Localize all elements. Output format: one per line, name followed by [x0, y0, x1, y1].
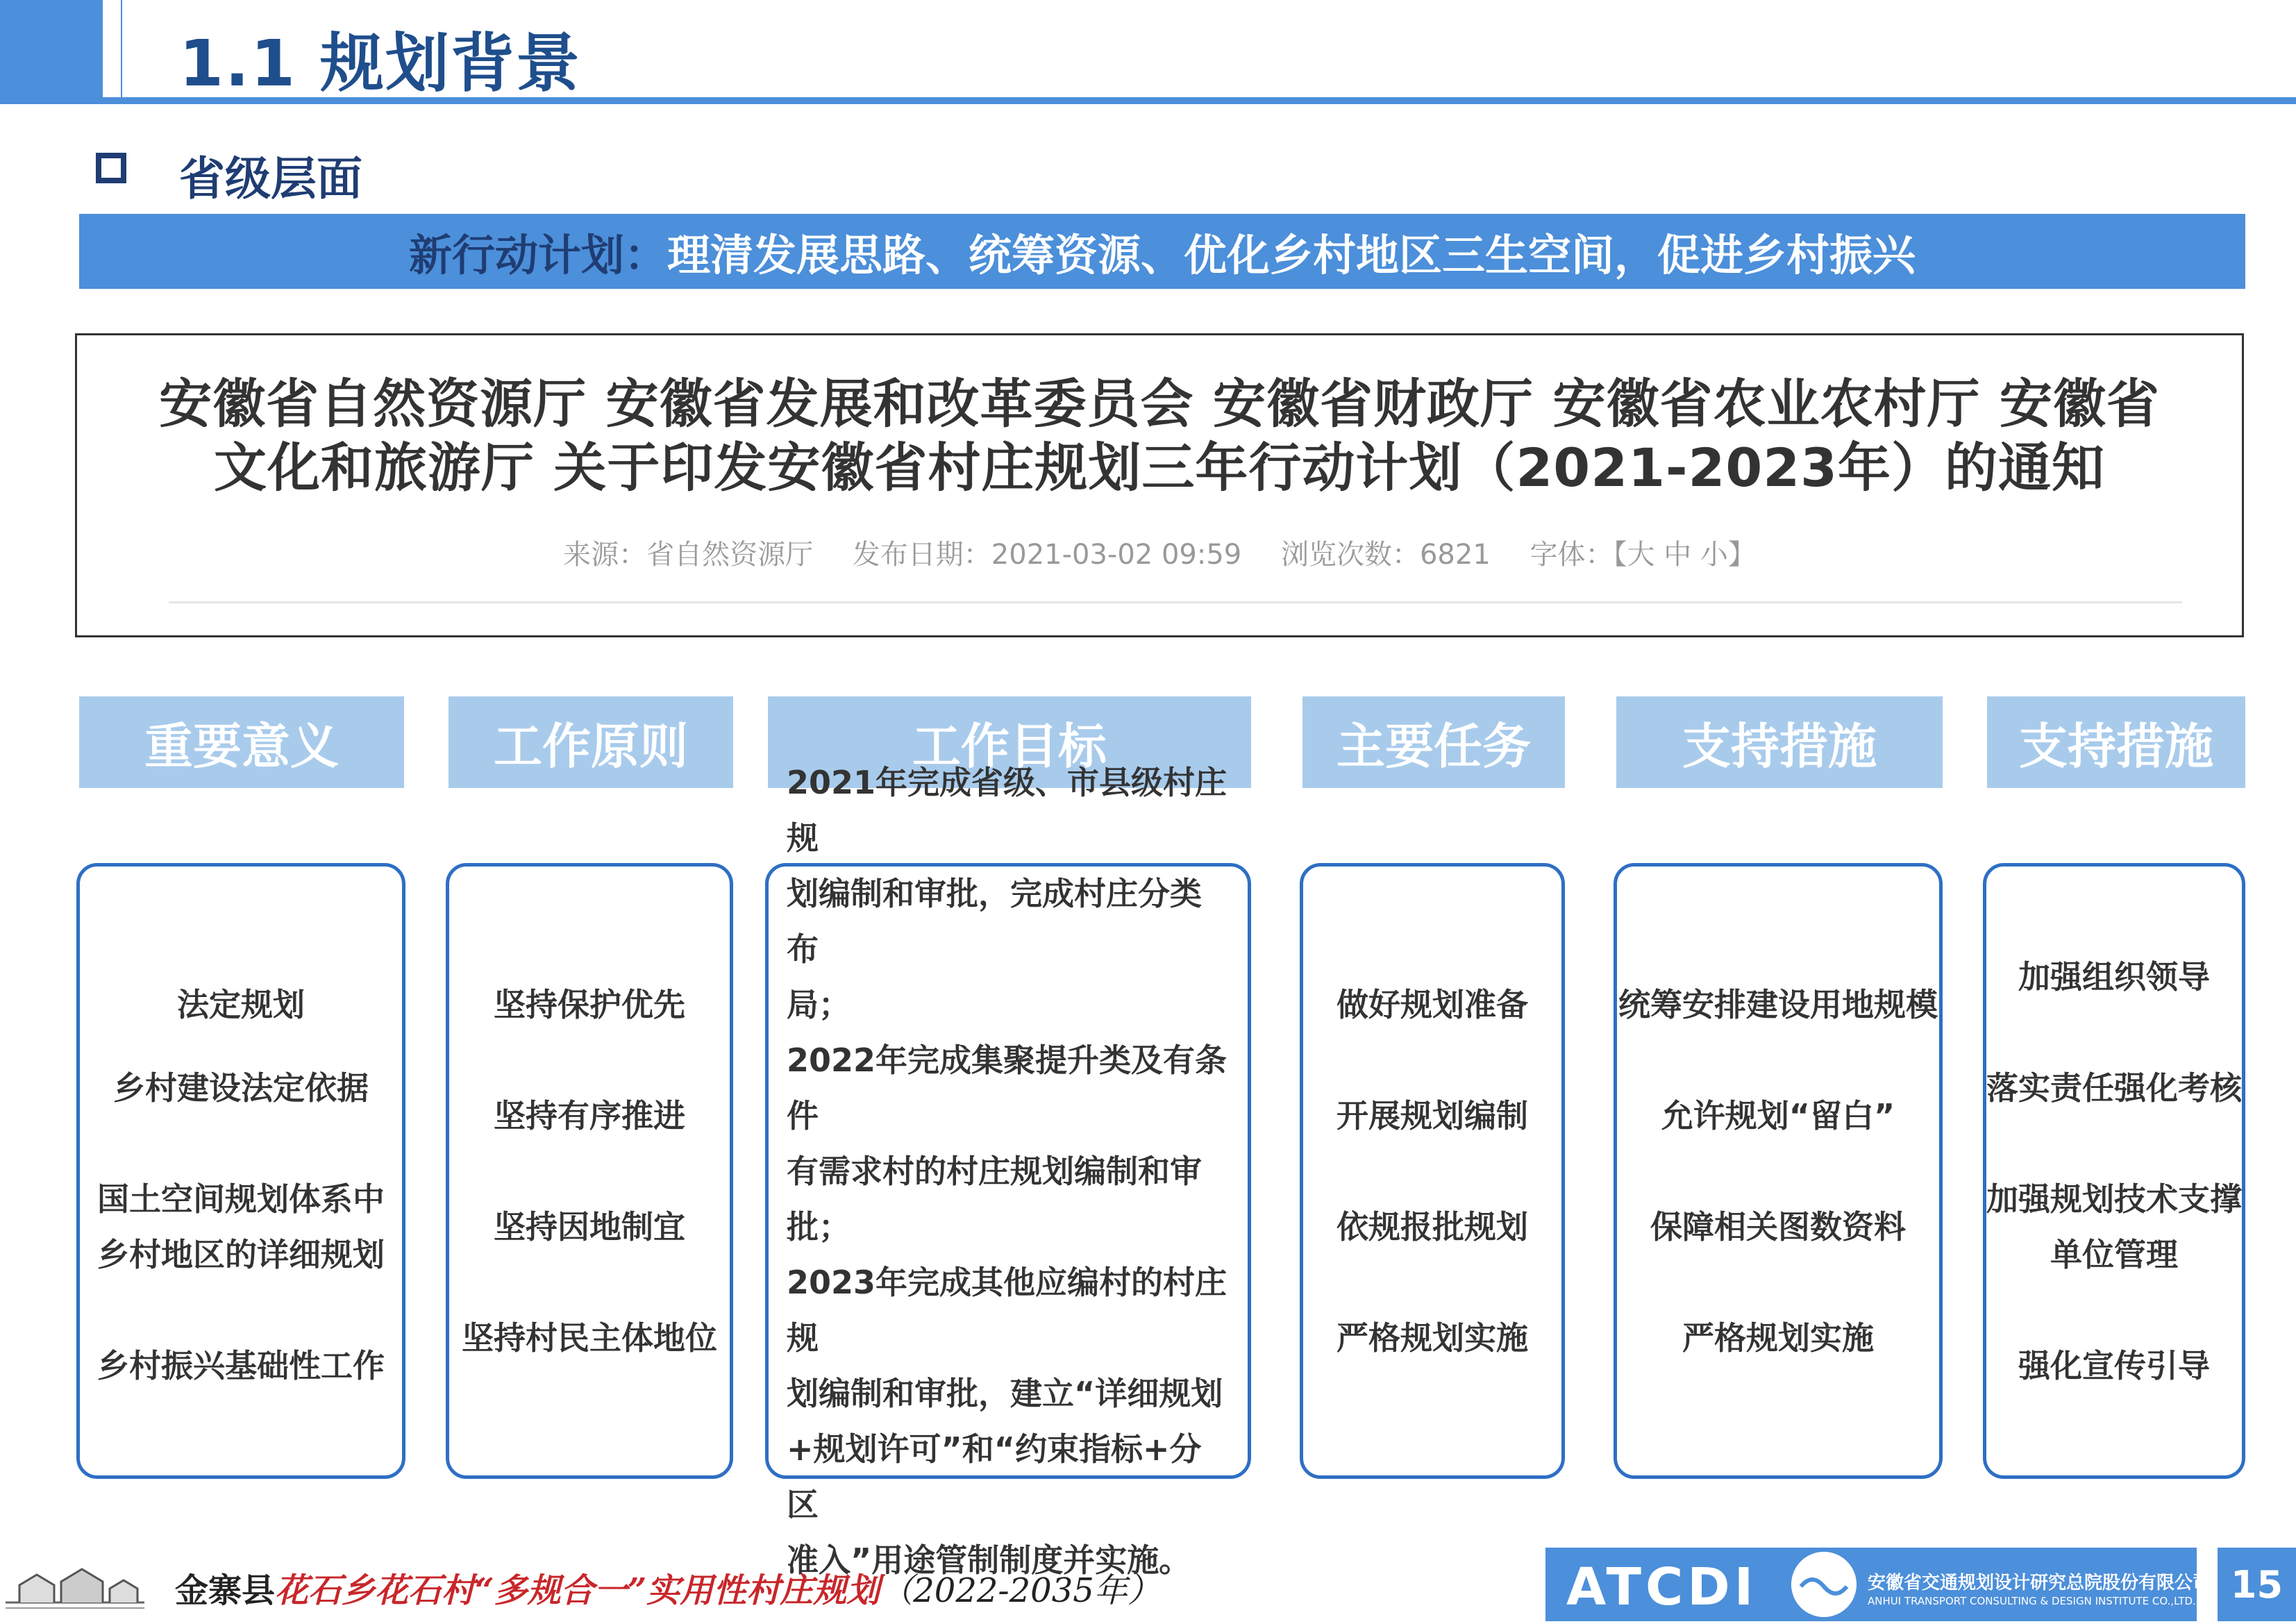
column-header-tasks: 主要任务 — [1302, 696, 1565, 788]
list-item: 做好规划准备 — [1336, 985, 1528, 1023]
column-significance — [76, 863, 405, 1479]
column-support-2 — [1983, 863, 2245, 1479]
list-item: 乡村建设法定依据 — [113, 1069, 369, 1107]
company-name-cn: 安徽省交通规划设计研究总院股份有限公司 — [1868, 1573, 2211, 1593]
company-name-en: ANHUI TRANSPORT CONSULTING & DESIGN INSTITUTE CO.,LTD. — [1868, 1595, 2196, 1607]
list-item: 落实责任强化考核 — [1986, 1069, 2242, 1107]
logo-text: ATCDI — [1566, 1557, 1758, 1617]
goal-line: 有需求村的村庄规划编制和审批； — [787, 1152, 1202, 1246]
notice-date: 发布日期：2021-03-02 09:59 — [852, 539, 1242, 571]
column-header-support-2: 支持措施 — [1987, 696, 2245, 788]
column-header-support-1: 支持措施 — [1616, 696, 1943, 788]
notice-box — [75, 333, 2244, 637]
list-item: 坚持保护优先 — [494, 985, 685, 1023]
list-item: 加强组织领导 — [2018, 957, 2210, 996]
list-item: 统筹安排建设用地规模 — [1618, 985, 1938, 1023]
list-item: 国土空间规划体系中 — [97, 1180, 385, 1218]
notice-divider — [169, 601, 2182, 603]
goal-line: 2021年完成省级、市县级村庄规 — [787, 763, 1227, 857]
list-item: 坚持有序推进 — [494, 1096, 685, 1135]
notice-meta — [77, 533, 2242, 572]
footer-years: （2022-2035年） — [880, 1571, 1161, 1610]
notice-title-line2: 文化和旅游厅 关于印发安徽省村庄规划三年行动计划（2021-2023年）的通知 — [213, 437, 2106, 499]
banner-lead: 新行动计划： — [408, 229, 667, 281]
village-sketch-icon — [6, 1554, 144, 1612]
goal-line: 局； — [787, 985, 850, 1023]
list-item: 坚持村民主体地位 — [462, 1319, 717, 1357]
list-item: 开展规划编制 — [1336, 1096, 1528, 1135]
list-item: 单位管理 — [2050, 1235, 2178, 1273]
square-bullet-icon — [96, 153, 126, 183]
list-item: 严格规划实施 — [1682, 1319, 1874, 1357]
list-item: 强化宣传引导 — [2018, 1346, 2210, 1384]
banner-text: 理清发展思路、统筹资源、优化乡村地区三生空间，促进乡村振兴 — [667, 229, 1916, 281]
header-accent — [103, 0, 121, 97]
wave-logo-icon — [1791, 1552, 1857, 1617]
goal-line: 2023年完成其他应编村的村庄规 — [787, 1263, 1227, 1357]
column-header-principles: 工作原则 — [449, 696, 733, 788]
list-item: 乡村地区的详细规划 — [97, 1235, 385, 1273]
goal-line: 划编制和审批，完成村庄分类布 — [787, 874, 1202, 968]
page-number: 15 — [2218, 1548, 2296, 1621]
list-item: 严格规划实施 — [1336, 1319, 1528, 1357]
column-header-significance: 重要意义 — [79, 696, 404, 788]
goal-line: 2022年完成集聚提升类及有条件 — [787, 1041, 1227, 1135]
list-item: 乡村振兴基础性工作 — [97, 1346, 385, 1384]
list-item: 依规报批规划 — [1336, 1207, 1528, 1246]
notice-source: 来源：省自然资源厅 — [563, 539, 814, 571]
notice-font-size: 字体：【大 中 小】 — [1530, 539, 1756, 571]
list-item: 保障相关图数资料 — [1650, 1207, 1906, 1246]
goal-line: 划编制和审批，建立“详细规划 — [787, 1374, 1223, 1412]
goal-line: +规划许可”和“约束指标+分区 — [787, 1430, 1202, 1523]
notice-views: 浏览次数：6821 — [1280, 539, 1491, 571]
column-support-1 — [1614, 863, 1943, 1479]
list-item: 坚持因地制宜 — [494, 1207, 685, 1246]
footer-county: 金寨县 — [175, 1571, 276, 1610]
footer-project-title — [175, 1564, 1161, 1612]
column-principles — [446, 863, 733, 1479]
list-item: 法定规划 — [177, 985, 305, 1023]
column-header-goals: 工作目标 — [768, 696, 1251, 788]
goal-line: 准入”用途管制制度并实施。 — [787, 1541, 1191, 1579]
banner — [79, 214, 2245, 289]
list-item: 允许规划“留白” — [1661, 1096, 1895, 1135]
page-title: 1.1 规划背景 — [179, 26, 582, 101]
company-logo — [1545, 1548, 2211, 1621]
section-title: 省级层面 — [179, 152, 362, 206]
column-tasks — [1300, 863, 1565, 1479]
footer-project: 花石乡花石村“多规合一”实用性村庄规划 — [275, 1571, 880, 1610]
column-goals — [765, 763, 1251, 1579]
list-item: 加强规划技术支撑 — [1986, 1180, 2242, 1218]
notice-title-line1: 安徽省自然资源厅 安徽省发展和改革委员会 安徽省财政厅 安徽省农业农村厅 安徽省 — [159, 373, 2160, 435]
